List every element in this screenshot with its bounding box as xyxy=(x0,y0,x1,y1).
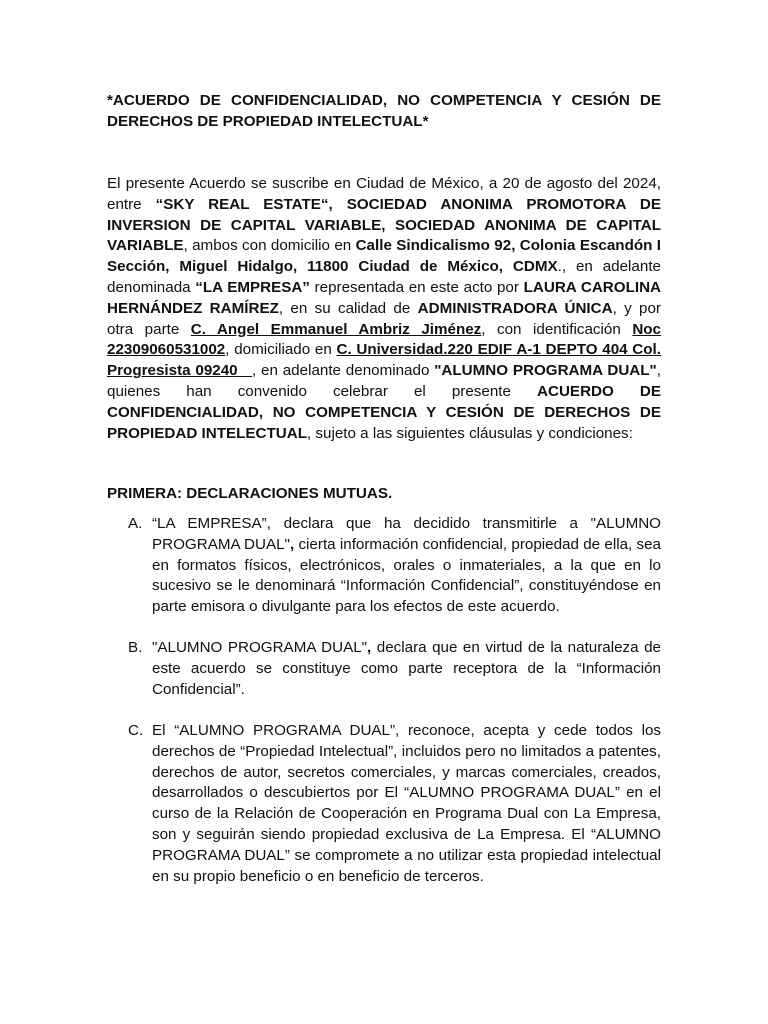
student-alias: "ALUMNO PROGRAMA DUAL" xyxy=(434,362,657,380)
agreement-name: ACUERDO DE CONFIDENCIALIDAD, NO COMPETENCIA Y CESIÓN DE DERECHOS DE PROPIEDAD INTELECTUAL xyxy=(107,382,661,442)
clause-a xyxy=(128,514,661,618)
section-heading: PRIMERA: DECLARACIONES MUTUAS. xyxy=(107,485,393,502)
clause-text: El “ALUMNO PROGRAMA DUAL”, reconoce, acepta y cede todos los derechos de “Propiedad Intelectual”, incluidos pero no limitados a patentes, derechos de autor, secretos comerciales, y marcas comerciales, creados, desarrollados o descubiertos por El “ALUMNO PROGRAMA DUAL” en el curso de la Relación de Cooperación en Programa Dual con La Empresa, son y seguirán siendo propiedad exclusiva de La Empresa. El “ALUMNO PROGRAMA DUAL” se compromete a no utilizar esta propiedad intelectual en su propio beneficio o en beneficio de terceros. xyxy=(152,722,661,885)
intro-paragraph xyxy=(107,174,661,444)
intro-text: , y por otra parte xyxy=(107,299,661,338)
clause-bold-comma: , xyxy=(367,639,372,656)
student-address: C. Universidad.220 EDIF A-1 DEPTO 404 Col. Progresista 09240 xyxy=(107,341,661,380)
intro-text: representada en este acto por xyxy=(309,278,524,296)
intro-text: El presente Acuerdo se suscribe en Ciudad de México, a 20 de agosto del 2024, entre xyxy=(107,175,661,213)
clause-c xyxy=(128,721,661,887)
clause-text: “LA EMPRESA”, declara que ha decidido transmitirle a "ALUMNO PROGRAMA DUAL" xyxy=(152,515,661,553)
intro-text: , ambos con domicilio en xyxy=(183,237,356,255)
company-address: Calle Sindicalismo 92, Colonia Escandón I Sección, Miguel Hidalgo, 11800 Ciudad de México, CDMX xyxy=(107,237,661,276)
clause-body xyxy=(152,638,661,700)
intro-text: , en su calidad de xyxy=(278,299,418,317)
representative-name: LAURA CAROLINA HERNÁNDEZ RAMÍREZ xyxy=(107,278,661,317)
intro-text: , quienes han convenido celebrar el presente xyxy=(107,362,661,400)
clause-text: declara que en virtud de la naturaleza de este acuerdo se constituye como parte receptora de la “Información Confidencial”. xyxy=(152,639,661,698)
underline-blank xyxy=(238,362,252,379)
clause-body xyxy=(152,721,661,887)
intro-text: , domiciliado en xyxy=(225,341,337,359)
clause-bold-comma: , xyxy=(289,535,295,553)
clause-letter: B. xyxy=(128,639,143,656)
representative-role: ADMINISTRADORA ÚNICA xyxy=(417,299,613,317)
clause-text: cierta información confidencial, propiedad de ella, sea en formatos físicos, electrónicos, orales o inmateriales, a la que en lo sucesivo se le denominará “Información Confidencial”, constituyéndose en parte emisora o divulgante para los efectos de este acuerdo. xyxy=(152,535,662,616)
student-name: C. Angel Emmanuel Ambriz Jiménez xyxy=(190,320,482,338)
company-full-name: “SKY REAL ESTATE“, SOCIEDAD ANONIMA PROMOTORA DE INVERSION DE CAPITAL VARIABLE, SOCIEDAD ANONIMA DE CAPITAL VARIABLE xyxy=(107,195,661,255)
company-alias: “LA EMPRESA” xyxy=(195,278,310,296)
intro-text: , sujeto a las siguientes cláusulas y condiciones: xyxy=(306,424,633,442)
clause-letter: A. xyxy=(128,515,143,532)
clause-letter: C. xyxy=(128,722,144,739)
clause-b xyxy=(128,638,661,700)
clause-body xyxy=(152,514,661,618)
student-id: Noc 22309060531002 xyxy=(107,320,662,359)
intro-text: ., en adelante denominada xyxy=(107,258,661,296)
document-title: *ACUERDO DE CONFIDENCIALIDAD, NO COMPETENCIA Y CESIÓN DE DERECHOS DE PROPIEDAD INTELECTUAL* xyxy=(107,92,661,130)
intro-text: , en adelante denominado xyxy=(252,362,435,380)
clause-text: "ALUMNO PROGRAMA DUAL" xyxy=(152,639,368,656)
intro-text: , con identificación xyxy=(481,320,633,338)
